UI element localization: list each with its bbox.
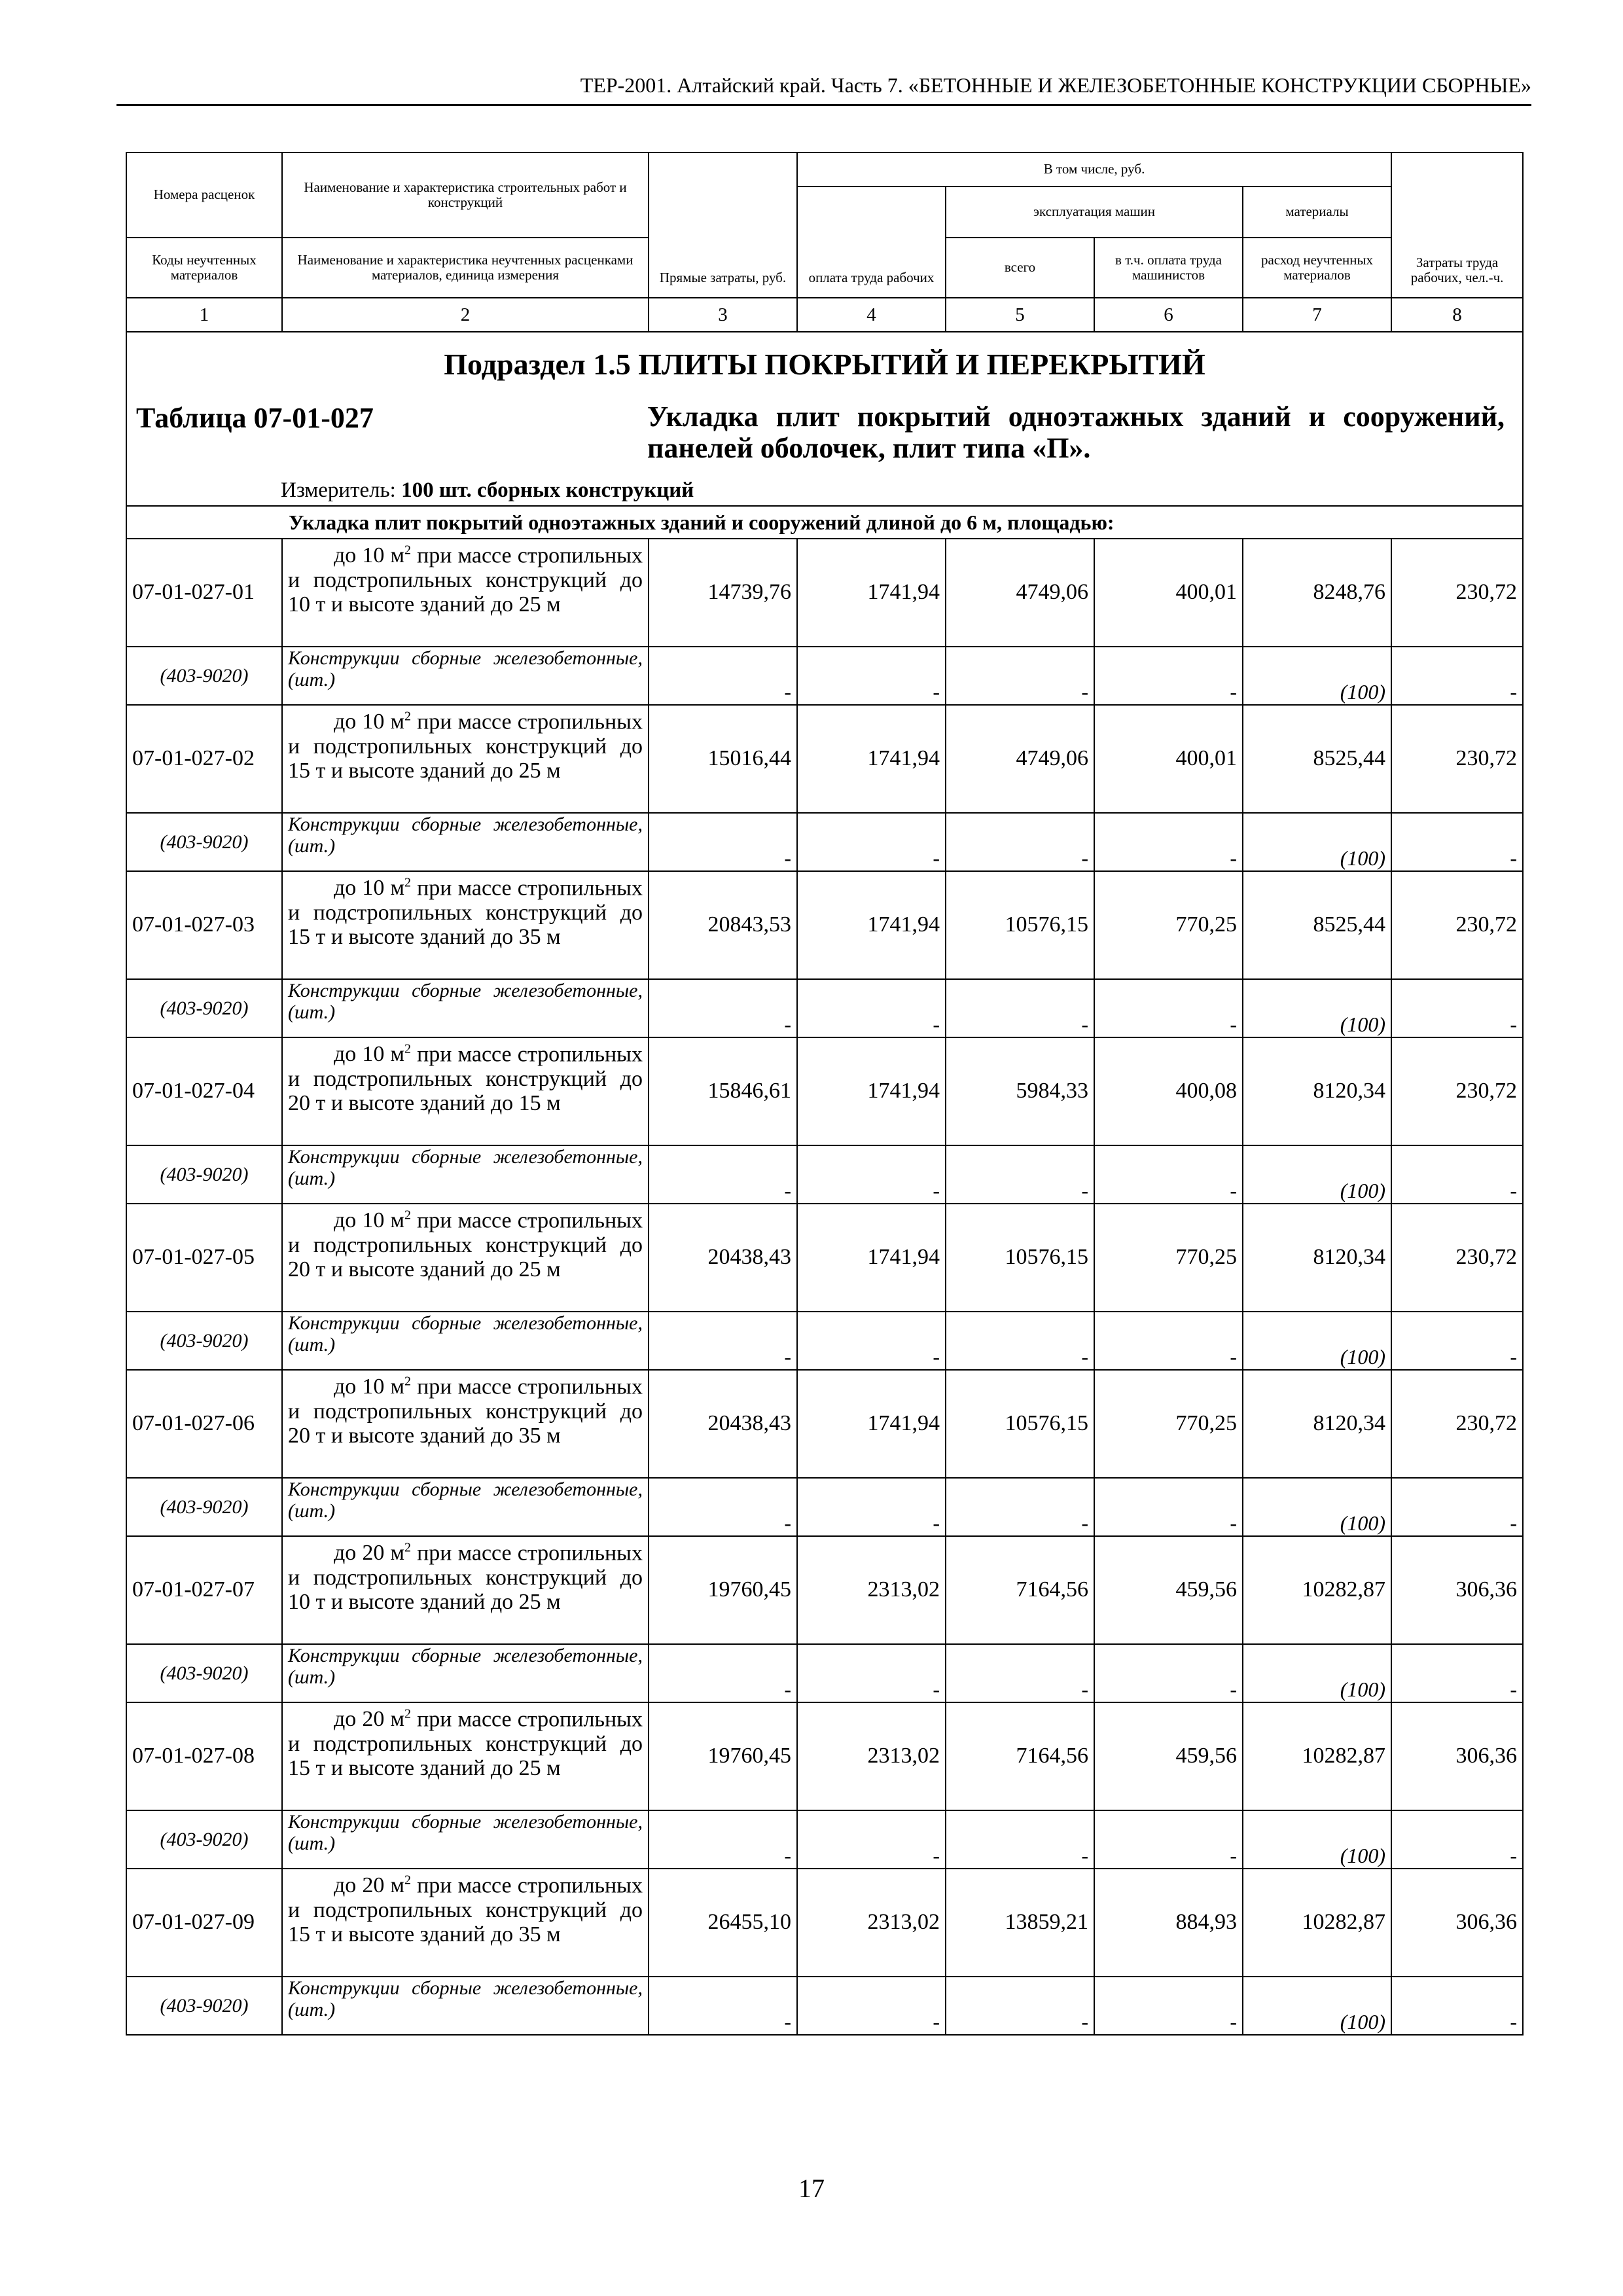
material-code: (403-9020) (126, 1478, 282, 1536)
price-row (126, 1536, 1523, 1644)
work-text: при массе стропильных и подстропильных конструкций до 15 т и высоте зданий до 25 м (288, 709, 643, 783)
area-value: 10 (362, 709, 385, 734)
material-code: (403-9020) (126, 979, 282, 1037)
material-qty: (100) (1243, 979, 1391, 1037)
direct-cost: 20438,43 (649, 1204, 797, 1312)
area-value: 20 (362, 1541, 385, 1566)
direct-cost: 20843,53 (649, 871, 797, 979)
unit-sup: 2 (404, 1707, 412, 1721)
materials-cost: 8525,44 (1243, 705, 1391, 813)
materials-cost: 8120,34 (1243, 1204, 1391, 1312)
area-value: 10 (362, 876, 385, 901)
material-row (126, 1977, 1523, 2035)
material-dash: - (797, 1810, 946, 1869)
direct-cost: 20438,43 (649, 1370, 797, 1478)
labor-cost: 1741,94 (797, 705, 946, 813)
material-dash: - (797, 1312, 946, 1370)
material-dash: - (1094, 1312, 1243, 1370)
unit-sup: 2 (404, 1873, 412, 1888)
labor-hours: 230,72 (1391, 705, 1523, 813)
unit-sup: 2 (404, 543, 412, 558)
material-dash: - (946, 1810, 1094, 1869)
material-dash: - (1391, 1145, 1523, 1204)
material-qty: (100) (1243, 1145, 1391, 1204)
material-name-cell (282, 1644, 649, 1702)
material-dash: - (1391, 1478, 1523, 1536)
col-number: 4 (797, 298, 946, 332)
work-text: при массе стропильных и подстропильных конструкций до 10 т и высоте зданий до 25 м (288, 1541, 643, 1615)
material-name: Конструкции сборные железобетонные, (шт.) (288, 980, 643, 1023)
material-dash: - (649, 1312, 797, 1370)
unit-prefix: до (334, 1374, 357, 1399)
material-dash: - (1094, 1810, 1243, 1869)
work-description (282, 1702, 649, 1810)
material-name: Конструкции сборные железобетонные, (шт.) (288, 1479, 643, 1522)
area-value: 20 (362, 1707, 385, 1732)
machine-cost: 10576,15 (946, 1204, 1094, 1312)
unit-m: м (390, 543, 405, 568)
material-dash: - (1094, 1977, 1243, 2035)
material-dash: - (1094, 1644, 1243, 1702)
price-table (126, 152, 1524, 2036)
material-dash: - (649, 647, 797, 705)
col-number: 5 (946, 298, 1094, 332)
materials-cost: 10282,87 (1243, 1536, 1391, 1644)
price-row (126, 1702, 1523, 1810)
price-code: 07-01-027-09 (126, 1869, 282, 1977)
price-row (126, 1869, 1523, 1977)
col-number: 3 (649, 298, 797, 332)
labor-hours: 230,72 (1391, 1370, 1523, 1478)
labor-cost: 1741,94 (797, 1204, 946, 1312)
price-row (126, 1204, 1523, 1312)
material-code: (403-9020) (126, 1644, 282, 1702)
material-name: Конструкции сборные железобетонные, (шт.) (288, 1977, 643, 2020)
material-dash: - (946, 813, 1094, 871)
price-code: 07-01-027-01 (126, 539, 282, 647)
material-dash: - (946, 979, 1094, 1037)
table-number: Таблица 07-01-027 (136, 402, 374, 434)
machinist-labor-cost: 400,08 (1094, 1037, 1243, 1145)
header-col1-top: Номера расценок (126, 152, 282, 238)
material-name: Конструкции сборные железобетонные, (шт.) (288, 1312, 643, 1355)
material-code: (403-9020) (126, 1977, 282, 2035)
header-col3: Прямые затраты, руб. (649, 152, 797, 298)
material-dash: - (946, 1644, 1094, 1702)
page-number: 17 (798, 2174, 825, 2203)
header-machines: эксплуатация машин (946, 187, 1243, 238)
price-code: 07-01-027-03 (126, 871, 282, 979)
material-dash: - (797, 1478, 946, 1536)
machinist-labor-cost: 459,56 (1094, 1702, 1243, 1810)
material-row (126, 1145, 1523, 1204)
subheading: Укладка плит покрытий одноэтажных зданий и сооружений длиной до 6 м, площадью: (126, 506, 1523, 539)
material-dash: - (649, 1977, 797, 2035)
unit-m: м (390, 1707, 405, 1732)
material-dash: - (797, 647, 946, 705)
material-qty: (100) (1243, 1977, 1391, 2035)
rows-body (126, 539, 1523, 2035)
direct-cost: 15846,61 (649, 1037, 797, 1145)
material-dash: - (1391, 979, 1523, 1037)
material-dash: - (649, 1644, 797, 1702)
material-code: (403-9020) (126, 1312, 282, 1370)
material-dash: - (946, 647, 1094, 705)
labor-hours: 306,36 (1391, 1869, 1523, 1977)
material-dash: - (1391, 1977, 1523, 2035)
col-number: 7 (1243, 298, 1391, 332)
direct-cost: 14739,76 (649, 539, 797, 647)
header-group: В том числе, руб. (797, 152, 1391, 187)
unit-prefix: до (334, 709, 357, 734)
labor-cost: 1741,94 (797, 539, 946, 647)
material-row (126, 1478, 1523, 1536)
col-number: 1 (126, 298, 282, 332)
price-code: 07-01-027-08 (126, 1702, 282, 1810)
machine-cost: 10576,15 (946, 1370, 1094, 1478)
material-code: (403-9020) (126, 647, 282, 705)
material-code: (403-9020) (126, 1810, 282, 1869)
work-text: при массе стропильных и подстропильных конструкций до 15 т и высоте зданий до 35 м (288, 876, 643, 950)
material-dash: - (649, 979, 797, 1037)
area-value: 10 (362, 543, 385, 568)
col-number: 8 (1391, 298, 1523, 332)
work-description (282, 1869, 649, 1977)
unit-m: м (390, 1208, 405, 1233)
meter-value: 100 шт. сборных конструкций (401, 478, 694, 502)
labor-hours: 230,72 (1391, 871, 1523, 979)
material-name: Конструкции сборные железобетонные, (шт.) (288, 647, 643, 691)
col-number: 2 (282, 298, 649, 332)
area-value: 10 (362, 1208, 385, 1233)
machine-cost: 10576,15 (946, 871, 1094, 979)
meter (127, 478, 1522, 505)
unit-m: м (390, 709, 405, 734)
header-col5: всего (946, 238, 1094, 298)
machinist-labor-cost: 770,25 (1094, 1370, 1243, 1478)
material-name-cell (282, 979, 649, 1037)
labor-hours: 306,36 (1391, 1702, 1523, 1810)
material-dash: - (797, 1145, 946, 1204)
material-dash: - (1094, 979, 1243, 1037)
materials-cost: 8120,34 (1243, 1037, 1391, 1145)
material-dash: - (797, 1977, 946, 2035)
machinist-labor-cost: 770,25 (1094, 1204, 1243, 1312)
material-name-cell (282, 1312, 649, 1370)
section-block (126, 332, 1523, 506)
material-dash: - (1391, 813, 1523, 871)
header-col7: расход неучтенных материалов (1243, 238, 1391, 298)
header-col2-top: Наименование и характеристика строительных работ и конструкций (282, 152, 649, 238)
unit-prefix: до (334, 1707, 357, 1732)
machine-cost: 7164,56 (946, 1702, 1094, 1810)
material-dash: - (649, 1810, 797, 1869)
header-col8: Затраты труда рабочих, чел.-ч. (1391, 152, 1523, 298)
materials-cost: 8248,76 (1243, 539, 1391, 647)
price-row (126, 705, 1523, 813)
material-name: Конструкции сборные железобетонные, (шт.) (288, 814, 643, 857)
material-dash: - (1391, 1810, 1523, 1869)
labor-cost: 1741,94 (797, 1370, 946, 1478)
unit-m: м (390, 1042, 405, 1067)
machinist-labor-cost: 884,93 (1094, 1869, 1243, 1977)
material-dash: - (649, 1478, 797, 1536)
material-row (126, 1810, 1523, 1869)
section-title: Подраздел 1.5 ПЛИТЫ ПОКРЫТИЙ И ПЕРЕКРЫТИЙ (444, 348, 1205, 381)
unit-prefix: до (334, 1541, 357, 1566)
unit-m: м (390, 1873, 405, 1898)
work-description (282, 539, 649, 647)
material-row (126, 979, 1523, 1037)
price-row (126, 871, 1523, 979)
material-name-cell (282, 1810, 649, 1869)
unit-prefix: до (334, 876, 357, 901)
machine-cost: 4749,06 (946, 539, 1094, 647)
machine-cost: 5984,33 (946, 1037, 1094, 1145)
machinist-labor-cost: 400,01 (1094, 539, 1243, 647)
material-code: (403-9020) (126, 813, 282, 871)
direct-cost: 19760,45 (649, 1536, 797, 1644)
price-code: 07-01-027-06 (126, 1370, 282, 1478)
direct-cost: 26455,10 (649, 1869, 797, 1977)
material-dash: - (946, 1312, 1094, 1370)
unit-prefix: до (334, 1042, 357, 1067)
unit-prefix: до (334, 1208, 357, 1233)
material-dash: - (797, 979, 946, 1037)
direct-cost: 15016,44 (649, 705, 797, 813)
material-row (126, 1644, 1523, 1702)
labor-cost: 2313,02 (797, 1869, 946, 1977)
material-dash: - (1094, 1478, 1243, 1536)
material-name-cell (282, 647, 649, 705)
unit-prefix: до (334, 1873, 357, 1898)
header-col1-bottom: Коды неучтенных материалов (126, 238, 282, 298)
price-code: 07-01-027-02 (126, 705, 282, 813)
machinist-labor-cost: 459,56 (1094, 1536, 1243, 1644)
work-text: при массе стропильных и подстропильных конструкций до 20 т и высоте зданий до 25 м (288, 1208, 643, 1282)
material-name: Конструкции сборные железобетонные, (шт.) (288, 1645, 643, 1688)
work-description (282, 1536, 649, 1644)
materials-cost: 8120,34 (1243, 1370, 1391, 1478)
area-value: 20 (362, 1873, 385, 1898)
material-code: (403-9020) (126, 1145, 282, 1204)
material-name-cell (282, 1977, 649, 2035)
price-code: 07-01-027-04 (126, 1037, 282, 1145)
header-col4: оплата труда рабочих (797, 187, 946, 298)
running-header: ТЕР-2001. Алтайский край. Часть 7. «БЕТОННЫЕ И ЖЕЛЕЗОБЕТОННЫЕ КОНСТРУКЦИИ СБОРНЫЕ» (116, 73, 1531, 106)
material-dash: - (1391, 1312, 1523, 1370)
material-qty: (100) (1243, 647, 1391, 705)
material-qty: (100) (1243, 1478, 1391, 1536)
unit-sup: 2 (404, 876, 412, 890)
material-name-cell (282, 1145, 649, 1204)
material-dash: - (1391, 647, 1523, 705)
material-qty: (100) (1243, 1644, 1391, 1702)
material-row (126, 647, 1523, 705)
unit-sup: 2 (404, 1374, 412, 1389)
materials-cost: 10282,87 (1243, 1702, 1391, 1810)
labor-cost: 1741,94 (797, 1037, 946, 1145)
work-description (282, 705, 649, 813)
material-dash: - (797, 1644, 946, 1702)
unit-prefix: до (334, 543, 357, 568)
machine-cost: 4749,06 (946, 705, 1094, 813)
unit-sup: 2 (404, 1541, 412, 1555)
work-text: при массе стропильных и подстропильных конструкций до 15 т и высоте зданий до 25 м (288, 1707, 643, 1781)
price-code: 07-01-027-07 (126, 1536, 282, 1644)
unit-sup: 2 (404, 709, 412, 724)
work-description (282, 1037, 649, 1145)
material-dash: - (1094, 813, 1243, 871)
unit-m: м (390, 876, 405, 901)
material-name-cell (282, 813, 649, 871)
header-col6: в т.ч. оплата труда машинистов (1094, 238, 1243, 298)
material-dash: - (1094, 647, 1243, 705)
work-text: при массе стропильных и подстропильных конструкций до 10 т и высоте зданий до 25 м (288, 543, 643, 617)
unit-m: м (390, 1541, 405, 1566)
material-qty: (100) (1243, 813, 1391, 871)
material-row (126, 1312, 1523, 1370)
material-dash: - (946, 1977, 1094, 2035)
work-text: при массе стропильных и подстропильных конструкций до 20 т и высоте зданий до 15 м (288, 1042, 643, 1116)
material-dash: - (946, 1145, 1094, 1204)
labor-hours: 306,36 (1391, 1536, 1523, 1644)
material-qty: (100) (1243, 1810, 1391, 1869)
material-dash: - (649, 1145, 797, 1204)
area-value: 10 (362, 1042, 385, 1067)
labor-hours: 230,72 (1391, 1037, 1523, 1145)
material-qty: (100) (1243, 1312, 1391, 1370)
machine-cost: 7164,56 (946, 1536, 1094, 1644)
direct-cost: 19760,45 (649, 1702, 797, 1810)
work-description (282, 1204, 649, 1312)
col-number: 6 (1094, 298, 1243, 332)
material-dash: - (649, 813, 797, 871)
material-name-cell (282, 1478, 649, 1536)
unit-sup: 2 (404, 1042, 412, 1056)
material-dash: - (946, 1478, 1094, 1536)
materials-cost: 8525,44 (1243, 871, 1391, 979)
labor-hours: 230,72 (1391, 1204, 1523, 1312)
machine-cost: 13859,21 (946, 1869, 1094, 1977)
work-text: при массе стропильных и подстропильных конструкций до 15 т и высоте зданий до 35 м (288, 1873, 643, 1947)
area-value: 10 (362, 1374, 385, 1399)
price-row (126, 539, 1523, 647)
price-code: 07-01-027-05 (126, 1204, 282, 1312)
material-name: Конструкции сборные железобетонные, (шт.) (288, 1146, 643, 1189)
header-materials: материалы (1243, 187, 1391, 238)
material-dash: - (1391, 1644, 1523, 1702)
work-description (282, 871, 649, 979)
meter-label: Измеритель: (281, 478, 396, 502)
labor-cost: 2313,02 (797, 1536, 946, 1644)
work-text: при массе стропильных и подстропильных конструкций до 20 т и высоте зданий до 35 м (288, 1374, 643, 1448)
materials-cost: 10282,87 (1243, 1869, 1391, 1977)
machinist-labor-cost: 400,01 (1094, 705, 1243, 813)
unit-sup: 2 (404, 1208, 412, 1223)
labor-cost: 2313,02 (797, 1702, 946, 1810)
labor-cost: 1741,94 (797, 871, 946, 979)
material-row (126, 813, 1523, 871)
price-row (126, 1037, 1523, 1145)
table-title: Укладка плит покрытий одноэтажных зданий и сооружений, панелей оболочек, плит типа «П». (647, 401, 1505, 464)
material-name: Конструкции сборные железобетонные, (шт.) (288, 1811, 643, 1854)
material-dash: - (1094, 1145, 1243, 1204)
header-col2-bottom: Наименование и характеристика неучтенных расценками материалов, единица измерения (282, 238, 649, 298)
machinist-labor-cost: 770,25 (1094, 871, 1243, 979)
material-dash: - (797, 813, 946, 871)
price-row (126, 1370, 1523, 1478)
labor-hours: 230,72 (1391, 539, 1523, 647)
unit-m: м (390, 1374, 405, 1399)
work-description (282, 1370, 649, 1478)
